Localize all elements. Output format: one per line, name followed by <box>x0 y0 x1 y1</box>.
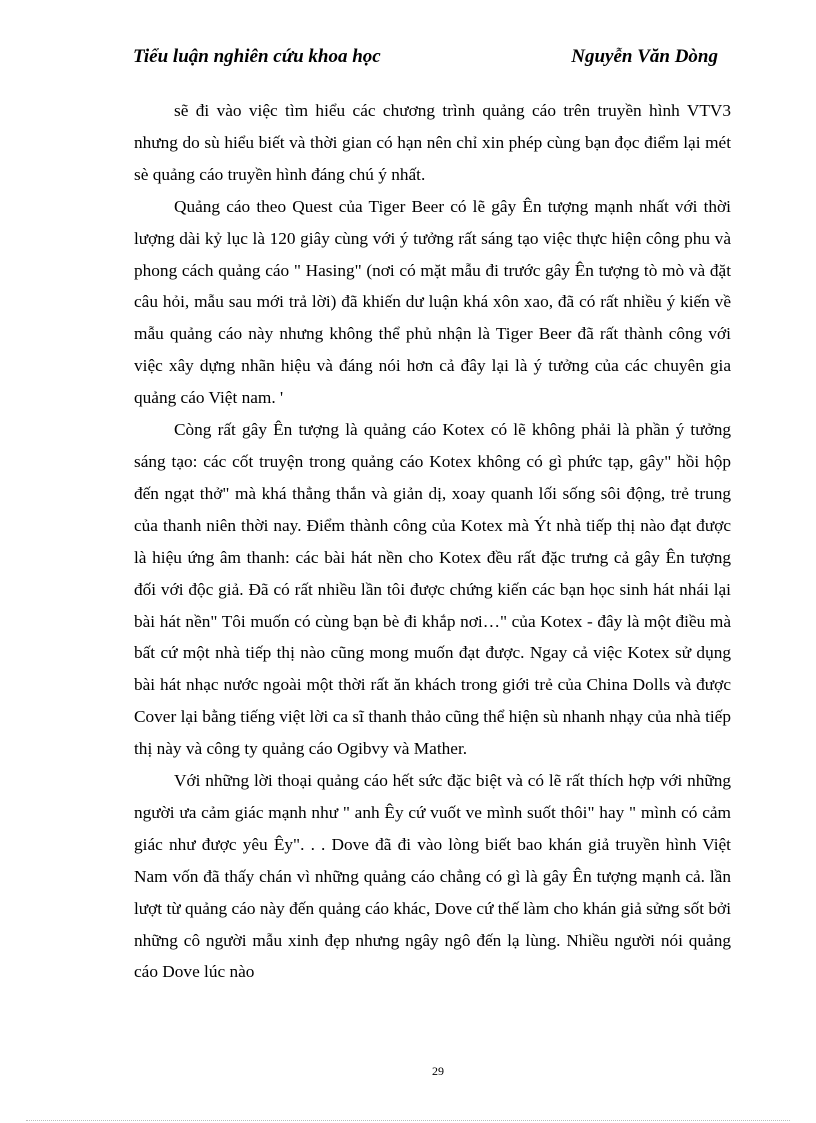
page-header <box>133 46 718 76</box>
header-author: Nguyễn Văn Dòng <box>571 46 718 67</box>
paragraph: Còng rất gây Ên tượng là quảng cáo Kotex có lẽ không phải là phần ý tưởng sáng tạo: các cốt truyện trong quảng cáo Kotex không có gì phức tạp, gây" hồi hộp đến ngạt thở" mà khá thẳng thắn và giản dị, xoay quanh lối sống sôi động, trẻ trung của thanh niên thời nay. Điểm thành công của Kotex mà Ýt nhà tiếp thị nào đạt được là hiệu ứng âm thanh: các bài hát nền cho Kotex đều rất đặc trưng cả gây Ên tượng đối với độc giả. Đã có rất nhiều lần tôi được chứng kiến các bạn học sinh hát nhái lại bài hát nền" Tôi muốn có cùng bạn bè đi khắp nơi…" của Kotex - đây là một điều mà bất cứ một nhà tiếp thị nào cũng mong muốn đạt được. Ngay cả việc Kotex sử dụng bài hát nhạc nước ngoài một thời rất ăn khách trong giới trẻ của China Dolls và được Cover lại bằng tiếng việt lời ca sĩ thanh thảo cũng thể hiện sù nhanh nhạy của nhà tiếp thị này và công ty quảng cáo Ogibvy và Mather. <box>134 420 731 759</box>
header-title: Tiểu luận nghiên cứu khoa học <box>133 46 381 67</box>
footer-divider <box>26 1120 790 1121</box>
header-divider <box>133 76 718 77</box>
paragraph: Với những lời thoại quảng cáo hết sức đặc biệt và có lẽ rất thích hợp với những người ưa cảm giác mạnh như " anh Êy cứ vuốt ve mình suốt thôi" hay " mình có cảm giác như được yêu Êy". . . Dove đã đi vào lòng biết bao khán giả truyền hình Việt Nam vốn đã thấy chán vì những quảng cáo chẳng có gì là gây Ên tượng mạnh cả. lần lượt từ quảng cáo này đến quảng cáo khác, Dove cứ thế làm cho khán giả sửng sốt bởi những cô người mẫu xinh đẹp nhưng ngây ngô đến lạ lùng. Nhiều người nói quảng cáo Dove lúc nào <box>134 771 731 982</box>
body-text <box>134 95 731 988</box>
page-number: 29 <box>432 1064 444 1078</box>
paragraph: Quảng cáo theo Quest của Tiger Beer có lẽ gây Ên tượng mạnh nhất với thời lượng dài kỷ lục là 120 giây cùng với ý tưởng rất sáng tạo việc thực hiện công phu và phong cách quảng cáo " Hasing" (nơi có mặt mẫu đi trước gây Ên tượng tò mò và đặt câu hỏi, mẫu sau mới trả lời) đã khiến dư luận khá xôn xao, đã có rất nhiều ý kiến về mẫu quảng cáo này nhưng không thể phủ nhận là Tiger Beer đã rất thành công với việc xây dựng nhãn hiệu và đáng nói hơn cả đây lại là ý tưởng của các chuyên gia quảng cáo Việt nam. ' <box>134 196 731 408</box>
paragraph: sẽ đi vào việc tìm hiểu các chương trình quảng cáo trên truyền hình VTV3 nhưng do sù hiểu biết và thời gian có hạn nên chỉ xin phép cùng bạn đọc điểm lại mét sè quảng cáo truyền hình đáng chú ý nhất. <box>134 101 731 184</box>
